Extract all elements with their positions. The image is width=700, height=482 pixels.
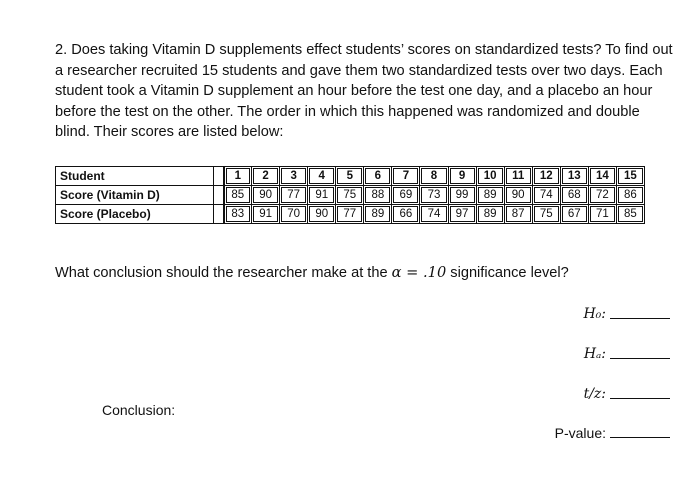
score-cell: 90	[308, 205, 336, 224]
score-cell: 89	[476, 205, 504, 224]
alt-hypothesis-blank	[584, 346, 670, 362]
scores-table	[55, 166, 645, 224]
score-cell: 91	[308, 186, 336, 205]
score-cell: 73	[420, 186, 448, 205]
score-cell: 69	[392, 186, 420, 205]
null-hypothesis-label: H₀:	[583, 306, 606, 322]
table-row	[56, 205, 645, 224]
score-cell: 83	[224, 205, 252, 224]
score-cell: 75	[336, 186, 364, 205]
student-number: 8	[420, 167, 448, 186]
score-cell: 87	[504, 205, 532, 224]
table-gap-cell	[214, 167, 224, 186]
score-cell: 72	[588, 186, 616, 205]
score-cell: 88	[364, 186, 392, 205]
student-number: 15	[616, 167, 644, 186]
score-cell: 70	[280, 205, 308, 224]
score-cell: 75	[532, 205, 560, 224]
score-cell: 74	[420, 205, 448, 224]
student-number: 11	[504, 167, 532, 186]
test-statistic-label: t/z:	[583, 386, 606, 402]
score-cell: 67	[560, 205, 588, 224]
test-statistic-blank	[584, 386, 670, 402]
score-cell: 90	[504, 186, 532, 205]
null-hypothesis-blank	[583, 306, 670, 322]
table-gap-cell	[214, 205, 224, 224]
score-cell: 66	[392, 205, 420, 224]
prompt-after: significance level?	[446, 265, 569, 281]
answer-line	[610, 437, 670, 438]
score-cell: 89	[476, 186, 504, 205]
p-value-label: P-value:	[554, 425, 606, 441]
score-cell: 99	[448, 186, 476, 205]
student-number: 12	[532, 167, 560, 186]
student-number: 3	[280, 167, 308, 186]
score-cell: 97	[448, 205, 476, 224]
prompt-text	[55, 264, 569, 281]
header-label: Student	[56, 167, 214, 186]
student-number: 14	[588, 167, 616, 186]
prompt-before: What conclusion should the researcher make at the	[55, 265, 392, 281]
score-cell: 90	[252, 186, 280, 205]
p-value-blank	[555, 425, 670, 441]
alpha-level: α = .10	[391, 264, 447, 281]
answer-line	[610, 398, 670, 399]
student-number: 4	[308, 167, 336, 186]
student-number: 5	[336, 167, 364, 186]
score-cell: 91	[252, 205, 280, 224]
row-label: Score (Vitamin D)	[56, 186, 214, 205]
student-number: 6	[364, 167, 392, 186]
score-cell: 71	[588, 205, 616, 224]
student-number: 2	[252, 167, 280, 186]
table-row	[56, 186, 645, 205]
score-cell: 85	[224, 186, 252, 205]
score-cell: 77	[336, 205, 364, 224]
answer-line	[610, 318, 670, 319]
row-label: Score (Placebo)	[56, 205, 214, 224]
score-cell: 68	[560, 186, 588, 205]
question-text: 2. Does taking Vitamin D supplements effect students’ scores on standardized tests? To find out a researcher recruited 15 students and gave them two standardized tests over two days. Each student took a Vitamin D supplement an hour before the test one day, and a placebo an hour before the test on the other. The order in which this happened was randomized and double blind. Their scores are listed below:	[55, 42, 673, 141]
student-number: 13	[560, 167, 588, 186]
score-cell: 77	[280, 186, 308, 205]
score-cell: 74	[532, 186, 560, 205]
table-gap-cell	[214, 186, 224, 205]
student-number: 1	[224, 167, 252, 186]
conclusion-label: Conclusion:	[102, 402, 176, 418]
student-number: 7	[392, 167, 420, 186]
table-header-row	[56, 167, 645, 186]
score-cell: 86	[616, 186, 644, 205]
alt-hypothesis-label: Hₐ:	[583, 346, 606, 362]
score-cell: 89	[364, 205, 392, 224]
answer-line	[610, 358, 670, 359]
score-cell: 85	[616, 205, 644, 224]
student-number: 9	[448, 167, 476, 186]
student-number: 10	[476, 167, 504, 186]
